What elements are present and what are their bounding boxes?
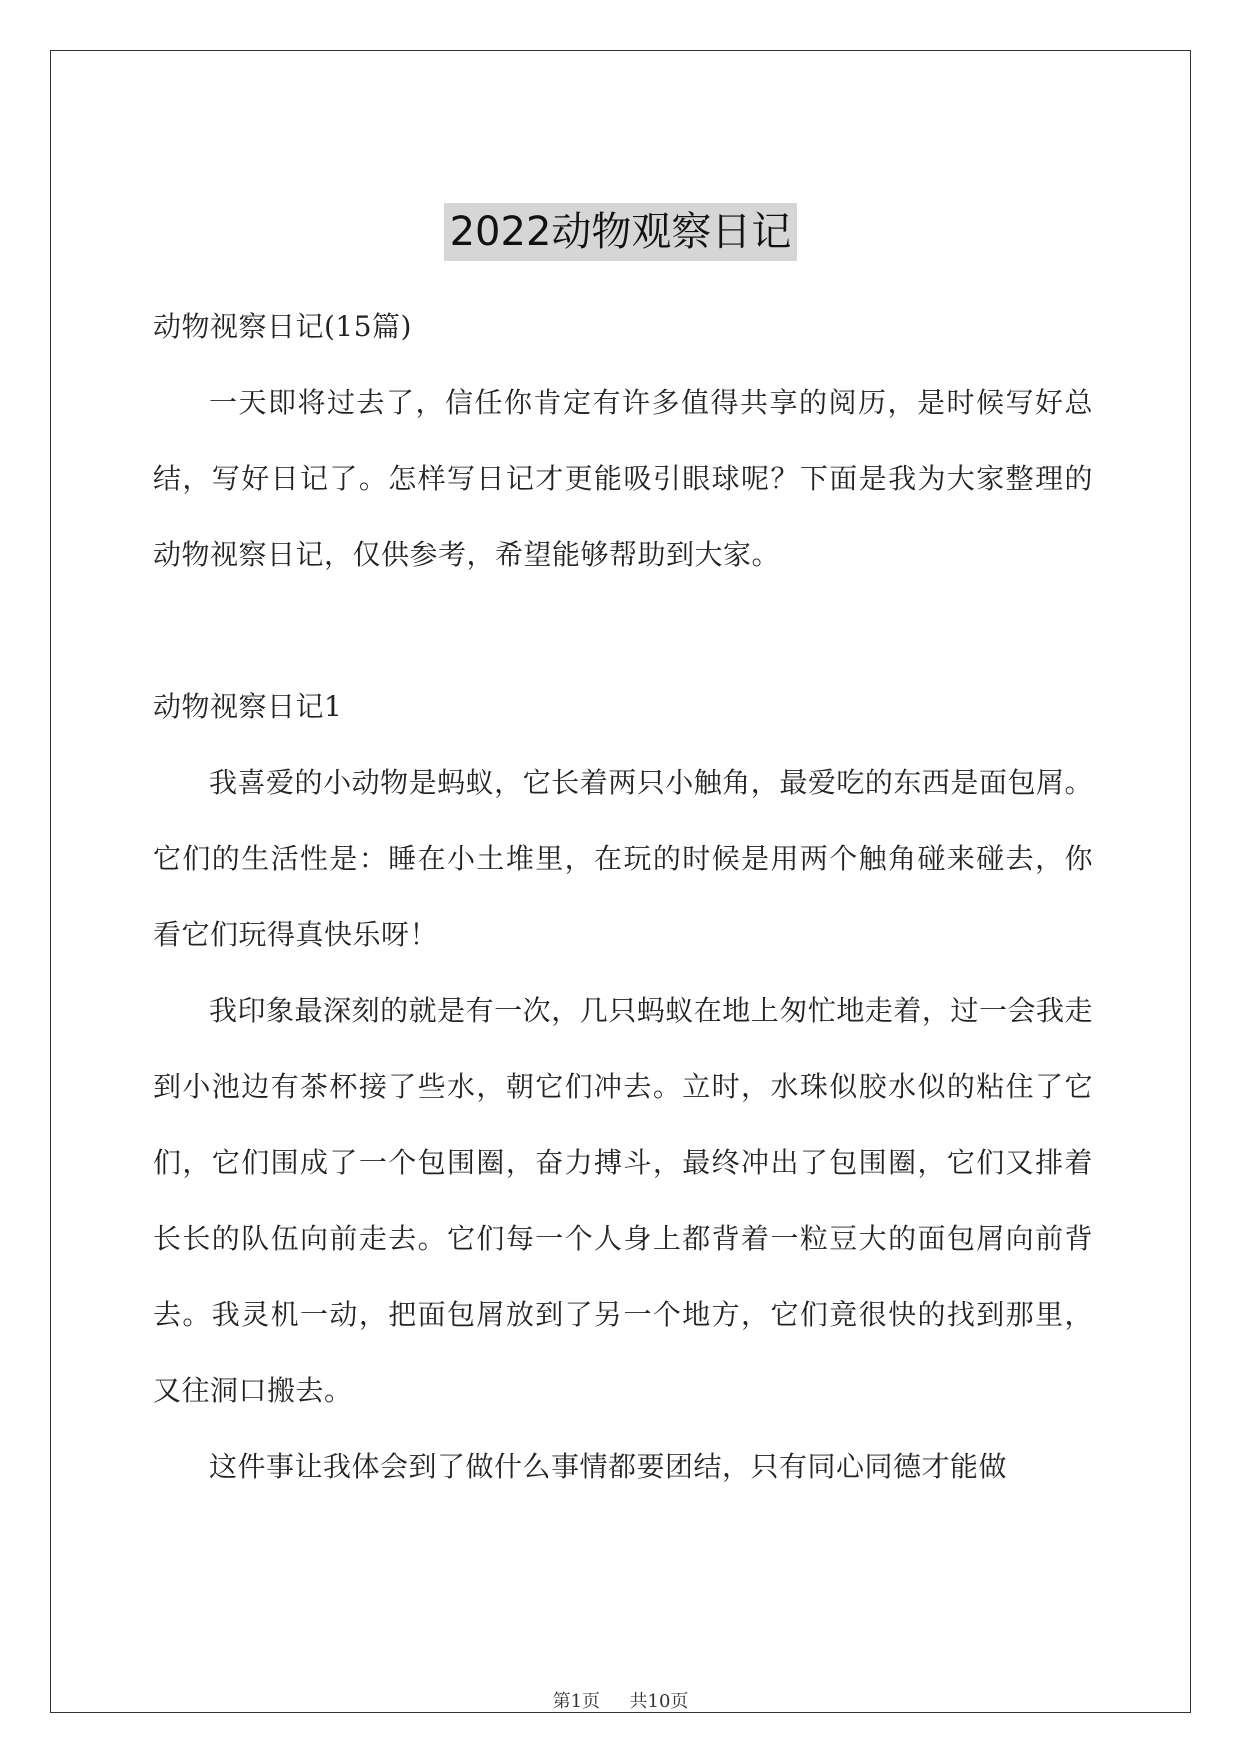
- title-container: [51, 203, 1190, 261]
- document-page: [50, 50, 1191, 1713]
- intro-paragraph: 一天即将过去了，信任你肯定有许多值得共享的阅历，是时候写好总结，写好日记了。怎样写日记才更能吸引眼球呢？下面是我为大家整理的动物视察日记，仅供参考，希望能够帮助到大家。: [153, 386, 1093, 571]
- page-title: 2022动物观察日记: [444, 203, 798, 261]
- document-subtitle: 动物视察日记(15篇): [153, 310, 412, 343]
- page-footer: [51, 1687, 1190, 1713]
- section-spacer: [153, 593, 1093, 669]
- body-paragraph-3: 这件事让我体会到了做什么事情都要团结，只有同心同德才能做: [209, 1450, 1008, 1483]
- page-number: 第1页: [552, 1691, 601, 1712]
- page-total: 共10页: [629, 1691, 689, 1712]
- body-paragraph-1: 我喜爱的小动物是蚂蚁，它长着两只小触角，最爱吃的东西是面包屑。它们的生活性是：睡在小土堆里，在玩的时候是用两个触角碰来碰去，你看它们玩得真快乐呀！: [153, 766, 1093, 951]
- body-paragraph-2: 我印象最深刻的就是有一次，几只蚂蚁在地上匆忙地走着，过一会我走到小池边有茶杯接了些水，朝它们冲去。立时，水珠似胶水似的粘住了它们，它们围成了一个包围圈，奋力搏斗，最终冲出了包围圈，它们又排着长长的队伍向前走去。它们每一个人身上都背着一粒豆大的面包屑向前背去。我灵机一动，把面包屑放到了另一个地方，它们竟很快的找到那里，又往洞口搬去。: [153, 994, 1093, 1407]
- document-body: [153, 289, 1093, 1505]
- section-heading: 动物视察日记1: [153, 690, 343, 723]
